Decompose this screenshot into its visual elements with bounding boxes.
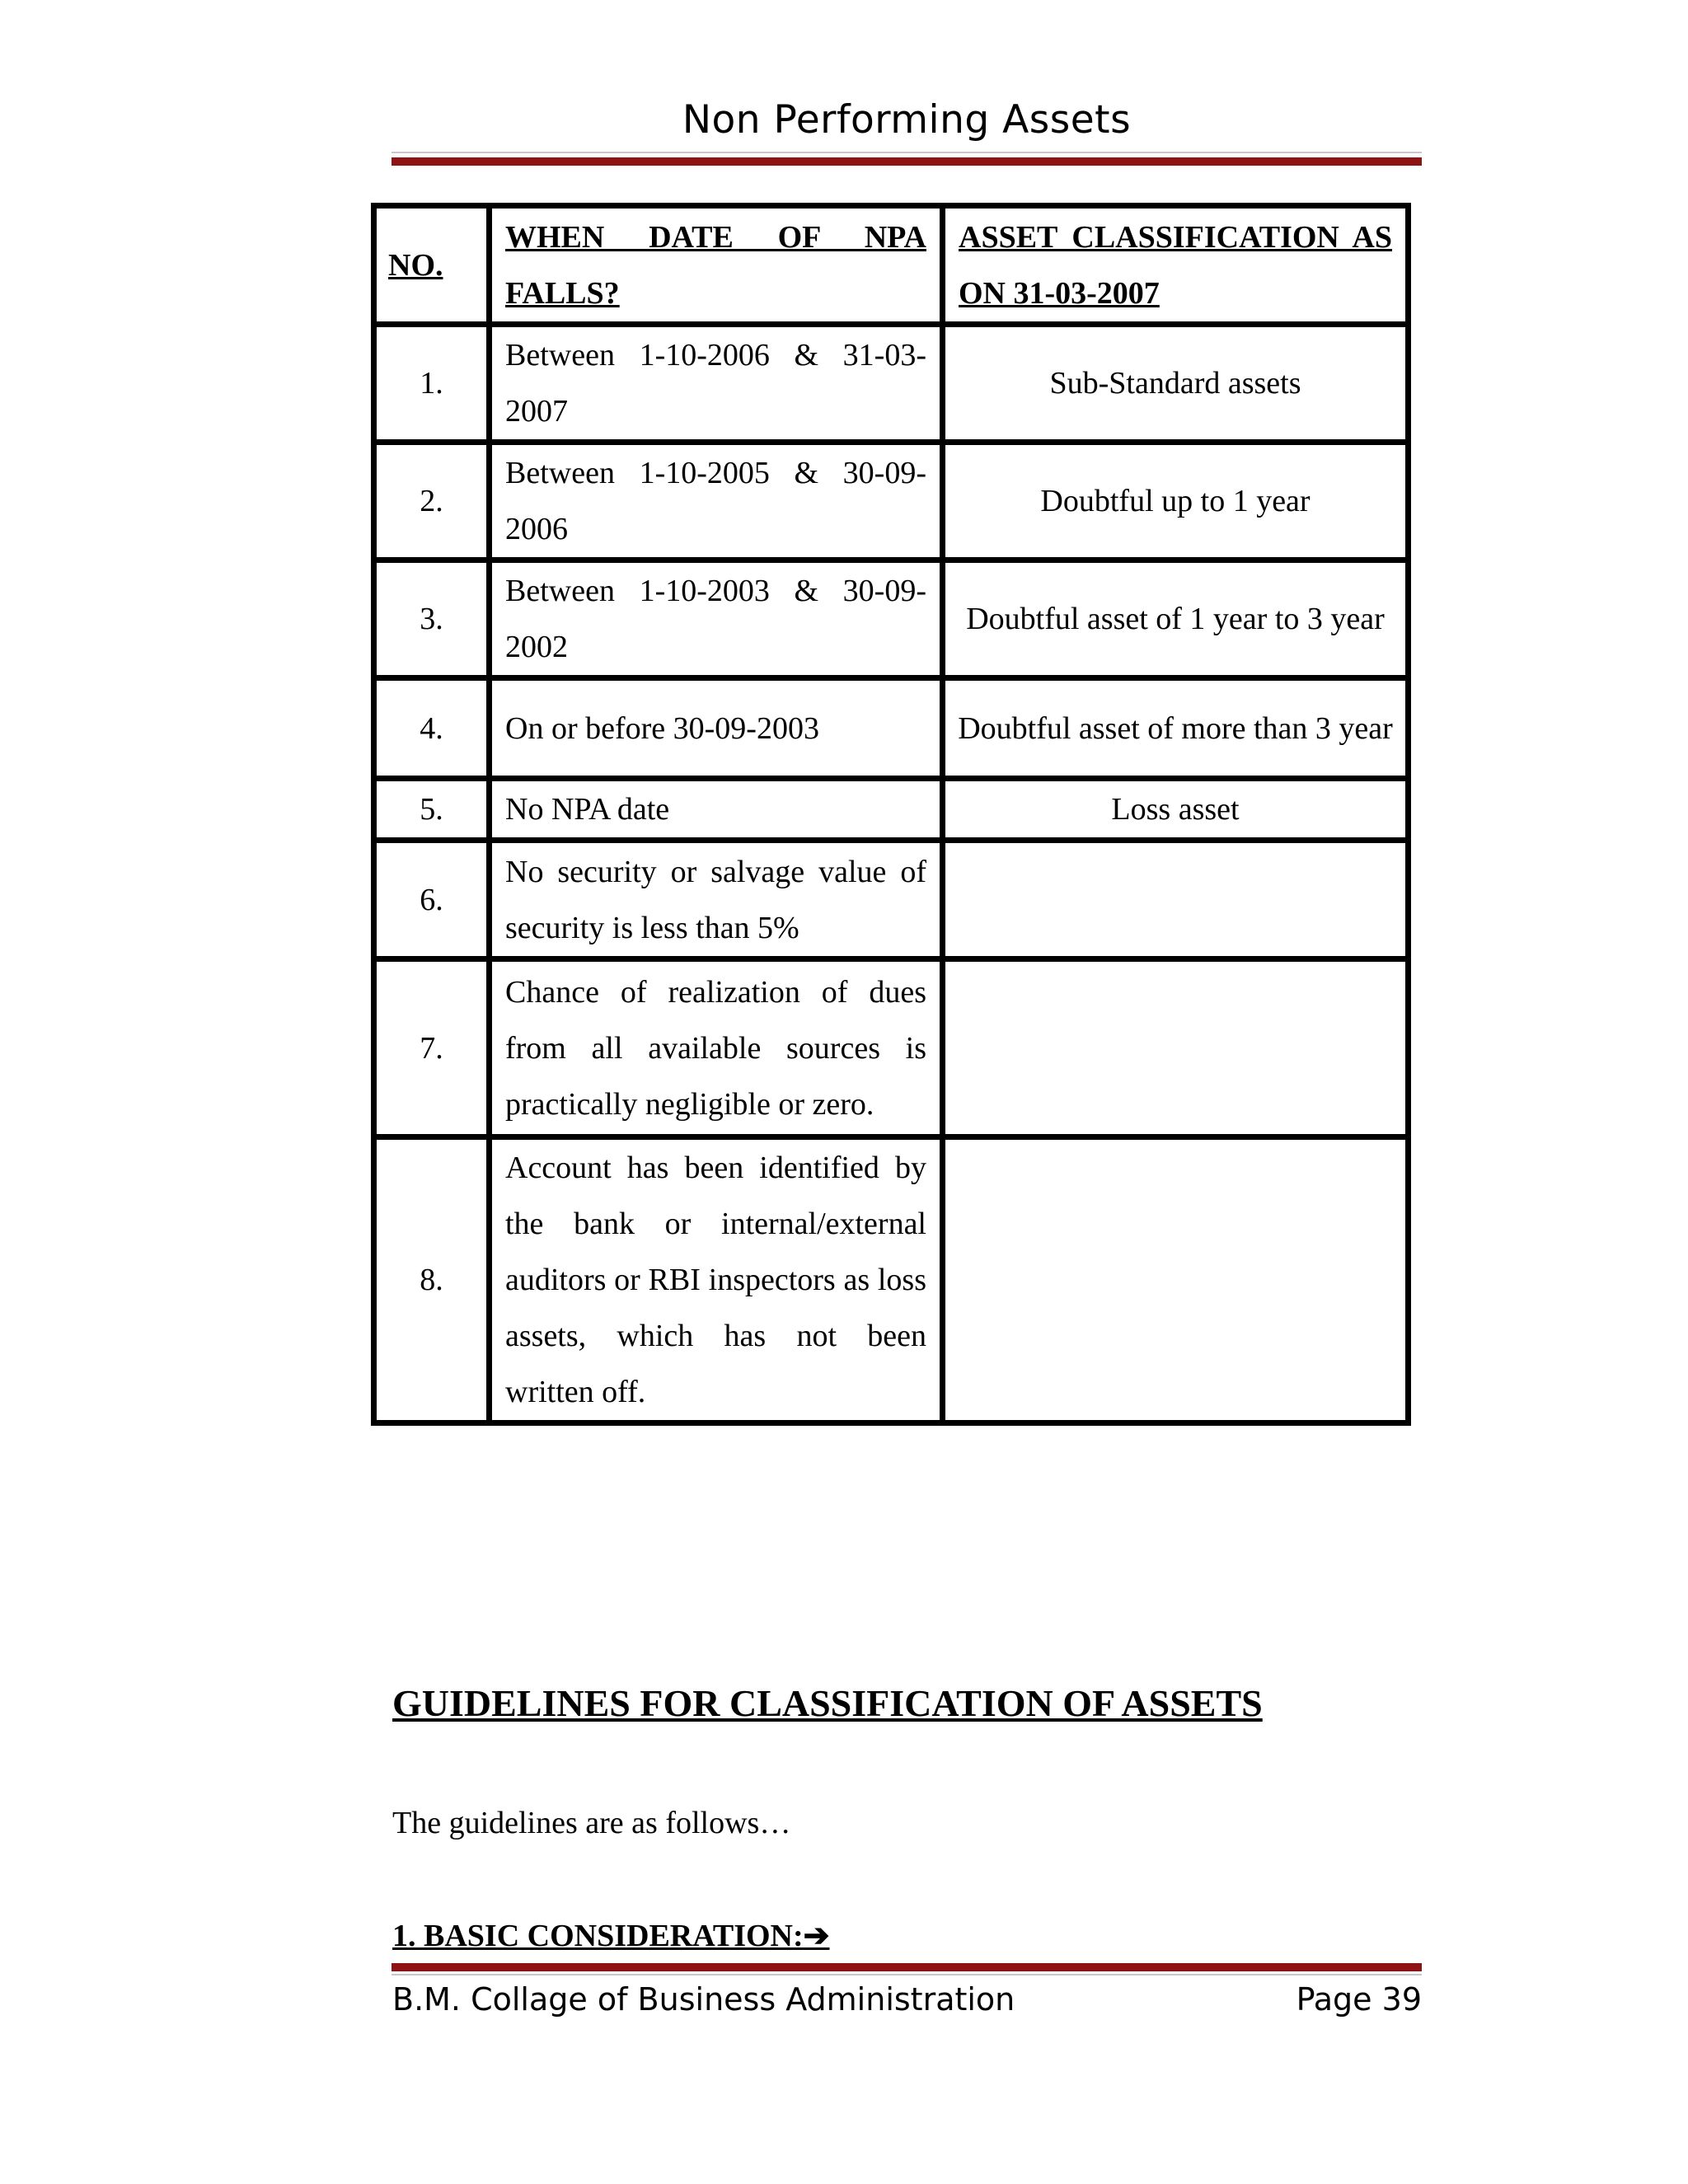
row-number: 1.: [374, 325, 490, 443]
row-when: No NPA date: [490, 779, 943, 841]
row-asset: Doubtful asset of more than 3 year: [943, 678, 1409, 779]
table-header-row: [374, 206, 1409, 325]
row-asset: [943, 841, 1409, 959]
row-asset: [943, 1137, 1409, 1423]
row-when: Chance of realization of dues from all available sources is practically negligible or zero.: [490, 959, 943, 1137]
row-when: Between 1-10-2003 & 30-09-2002: [490, 560, 943, 678]
row-asset: [943, 959, 1409, 1137]
section-heading: GUIDELINES FOR CLASSIFICATION OF ASSETS: [392, 1682, 1263, 1724]
row-number: 2.: [374, 443, 490, 560]
table-row: [374, 959, 1409, 1137]
header-when-date: WHEN DATE OF NPA FALLS?: [490, 206, 943, 325]
row-asset: Doubtful up to 1 year: [943, 443, 1409, 560]
row-asset: Sub-Standard assets: [943, 325, 1409, 443]
row-asset: Doubtful asset of 1 year to 3 year: [943, 560, 1409, 678]
header-rule-thick: [392, 157, 1422, 166]
table-row: [374, 1137, 1409, 1423]
header-asset-classification: ASSET CLASSIFICATION AS ON 31-03-2007: [943, 206, 1409, 325]
table-row: [374, 325, 1409, 443]
row-asset: Loss asset: [943, 779, 1409, 841]
subheading-basic-consideration: 1. BASIC CONSIDERATION:➔: [392, 1919, 830, 1953]
footer-rule-thin: [392, 1974, 1422, 1975]
npa-classification-table: [371, 203, 1411, 1426]
table-row: [374, 779, 1409, 841]
table-row: [374, 560, 1409, 678]
row-when: No security or salvage value of security is less than 5%: [490, 841, 943, 959]
table-row: [374, 678, 1409, 779]
row-number: 4.: [374, 678, 490, 779]
row-number: 8.: [374, 1137, 490, 1423]
row-number: 5.: [374, 779, 490, 841]
page-header-title: Non Performing Assets: [682, 97, 1132, 143]
row-number: 7.: [374, 959, 490, 1137]
header-no: NO.: [374, 206, 490, 325]
row-when: Account has been identified by the bank or internal/external auditors or RBI inspectors as loss assets, which has not been written off.: [490, 1137, 943, 1423]
header-rule-thin: [392, 152, 1422, 153]
row-number: 6.: [374, 841, 490, 959]
row-when: On or before 30-09-2003: [490, 678, 943, 779]
table-row: [374, 841, 1409, 959]
row-when: Between 1-10-2005 & 30-09-2006: [490, 443, 943, 560]
footer-rule-thick: [392, 1963, 1422, 1971]
footer-page-number: Page 39: [1296, 1981, 1422, 2018]
table-row: [374, 443, 1409, 560]
row-when: Between 1-10-2006 & 31-03-2007: [490, 325, 943, 443]
footer-college-name: B.M. Collage of Business Administration: [392, 1981, 1015, 2018]
intro-text: The guidelines are as follows…: [392, 1806, 791, 1840]
row-number: 3.: [374, 560, 490, 678]
